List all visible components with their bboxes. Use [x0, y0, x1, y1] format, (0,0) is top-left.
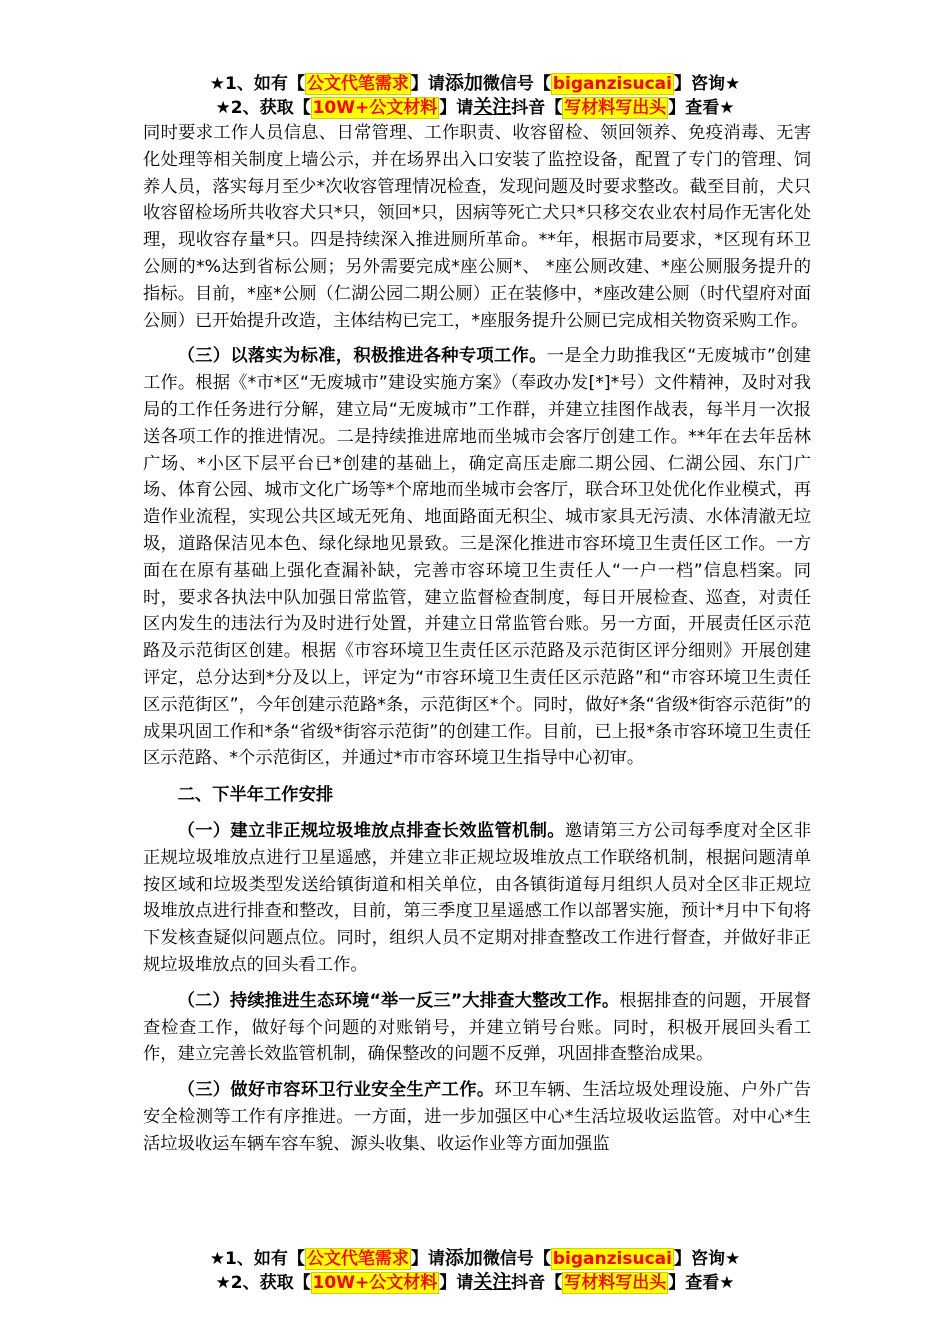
banner-text: 微信号【	[482, 1249, 551, 1269]
banner-text: 抖音【	[511, 98, 563, 118]
document-body	[143, 120, 811, 1157]
banner-text: ★2、获取【	[215, 98, 311, 118]
banner-text: 抖音【	[511, 1273, 563, 1293]
section-heading: 二、下半年工作安排	[177, 785, 334, 806]
banner-text: 】请	[410, 74, 445, 94]
banner-highlight: biganzisucai	[552, 74, 672, 94]
banner-text: 】请	[439, 1273, 474, 1293]
paragraph-lead: （三）以落实为标准，积极推进各种专项工作。	[177, 346, 547, 367]
paragraph	[143, 988, 811, 1068]
paragraph	[143, 818, 811, 979]
banner-emphasis: 添加	[444, 72, 483, 94]
paragraph-lead: （一）建立非正规垃圾堆放点排查长效监管机制。	[177, 820, 565, 841]
banner-text: ★1、如有【	[209, 74, 305, 94]
paragraph-lead: （三）做好市容环卫行业安全生产工作。	[177, 1080, 495, 1101]
banner-emphasis: 添加	[444, 1247, 483, 1269]
paragraph-lead: （二）持续推进生态环境“举一反三”大排查大整改工作。	[177, 990, 620, 1011]
banner-highlight: biganzisucai	[552, 1249, 672, 1269]
promo-banner-line-2	[0, 96, 950, 119]
banner-text: 】查看★	[668, 98, 735, 118]
banner-highlight: 10W+公文材料	[312, 1273, 438, 1293]
paragraph	[143, 1077, 811, 1157]
paragraph-text: 一是全力助推我区“无废城市”创建工作。根据《*市*区“无废城市”建设实施方案》（奉政办发[*]*号）文件精神，及时对我局的工作任务进行分解，建立局“无废城市”工作群，并建立挂图作战表，每半月一次报送各项工作的推进情况。二是持续推进席地而坐城市会客厅创建工作。**年在去年岳林广场、*小区下层平台已*创建的基础上，确定高压走廊二期公园、仁湖公园、东门广场、体育公园、城市文化广场等*个席地而坐城市会客厅，联合环卫处优化作业模式，再造作业流程，实现公共区域无死角、地面路面无积尘、城市家具无污渍、水体清澈无垃圾，道路保洁见本色、绿化绿地见景致。三是深化推进市容环境卫生责任区工作。一方面在在原有基础上强化查漏补缺，完善市容环境卫生责任人“一户一档”信息档案。同时，要求各执法中队加强日常监管，建立监督检查制度，每日开展检查、巡查，对责任区内发生的违法行为及时进行处置，并建立日常监管台账。另一方面，开展责任区示范路及示范街区创建。根据《市容环境卫生责任区示范路及示范街区评分细则》开展创建评定，总分达到*分及以上，评定为“市容环境卫生责任区示范路”和“市容环境卫生责任区示范街区”，今年创建示范路*条，示范街区*个。同时，做好*条“省级*街容示范街”的成果巩固工作和*条“省级*街容示范街”的创建工作。目前，已上报*条市容环境卫生责任区示范路、*个示范街区，并通过*市市容环境卫生指导中心初审。	[143, 346, 811, 769]
banner-text: 】请	[410, 1249, 445, 1269]
banner-text: 微信号【	[482, 74, 551, 94]
promo-banner-line-1	[0, 72, 950, 95]
banner-text: ★2、获取【	[215, 1273, 311, 1293]
paragraph: 同时要求工作人员信息、日常管理、工作职责、收容留检、领回领养、免疫消毒、无害化处理等相关制度上墙公示，并在场界出入口安装了监控设备，配置了专门的管理、饲养人员，落实每月至少*次收容管理情况检查，发现问题及时要求整改。截至目前，犬只收容留检场所共收容犬只*只，领回*只，因病等死亡犬只*只移交农业农村局作无害化处理，现收容存量*只。四是持续深入推进厕所革命。**年，根据市局要求，*区现有环卫公厕的*%达到省标公厕；另外需要完成*座公厕*、 *座公厕改建、*座公厕服务提升的指标。目前，*座*公厕（仁湖公园二期公厕）正在装修中，*座改建公厕（时代望府对面公厕）已开始提升改造，主体结构已完工，*座服务提升公厕已完成相关物资采购工作。	[143, 123, 811, 331]
promo-banner-line-2	[0, 1271, 950, 1294]
banner-text: ★1、如有【	[209, 1249, 305, 1269]
banner-text: 】请	[439, 98, 474, 118]
banner-text: 】查看★	[668, 1273, 735, 1293]
banner-highlight: 写材料写出头	[564, 98, 667, 118]
paragraph-text: 根据排查的问题，开展督查检查工作，做好每个问题的对账销号，并建立销号台账。同时，积极开展回头看工作，建立完善长效监管机制，确保整改的问题不反弹，巩固排查整治成果。	[143, 990, 811, 1065]
paragraph-text: 邀请第三方公司每季度对全区非正规垃圾堆放点进行卫星遥感，并建立非正规垃圾堆放点工作联络机制，根据问题清单按区域和垃圾类型发送给镇街道和相关单位，由各镇街道每月组织人员对全区非正规垃圾堆放点进行排查和整改，目前，第三季度卫星遥感工作以部署实施，预计*月中下旬将下发核查疑似问题点位。同时，组织人员不定期对排查整改工作进行督查，并做好非正规垃圾堆放点的回头看工作。	[143, 820, 811, 975]
banner-highlight: 公文代笔需求	[306, 74, 409, 94]
banner-highlight: 10W+公文材料	[312, 98, 438, 118]
paragraph-text: 环卫车辆、生活垃圾处理设施、户外广告安全检测等工作有序推进。一方面，进一步加强区中心*生活垃圾收运监管。对中心*生活垃圾收运车辆车容车貌、源头收集、收运作业等方面加强监	[143, 1080, 811, 1154]
banner-emphasis: 关注	[473, 1271, 512, 1293]
banner-text: 】咨询★	[673, 1249, 741, 1269]
banner-text: 】咨询★	[673, 74, 741, 94]
banner-emphasis: 关注	[473, 96, 512, 118]
paragraph	[143, 343, 811, 772]
banner-highlight: 写材料写出头	[564, 1273, 667, 1293]
banner-highlight: 公文代笔需求	[306, 1249, 409, 1269]
promo-banner-line-1	[0, 1247, 950, 1270]
